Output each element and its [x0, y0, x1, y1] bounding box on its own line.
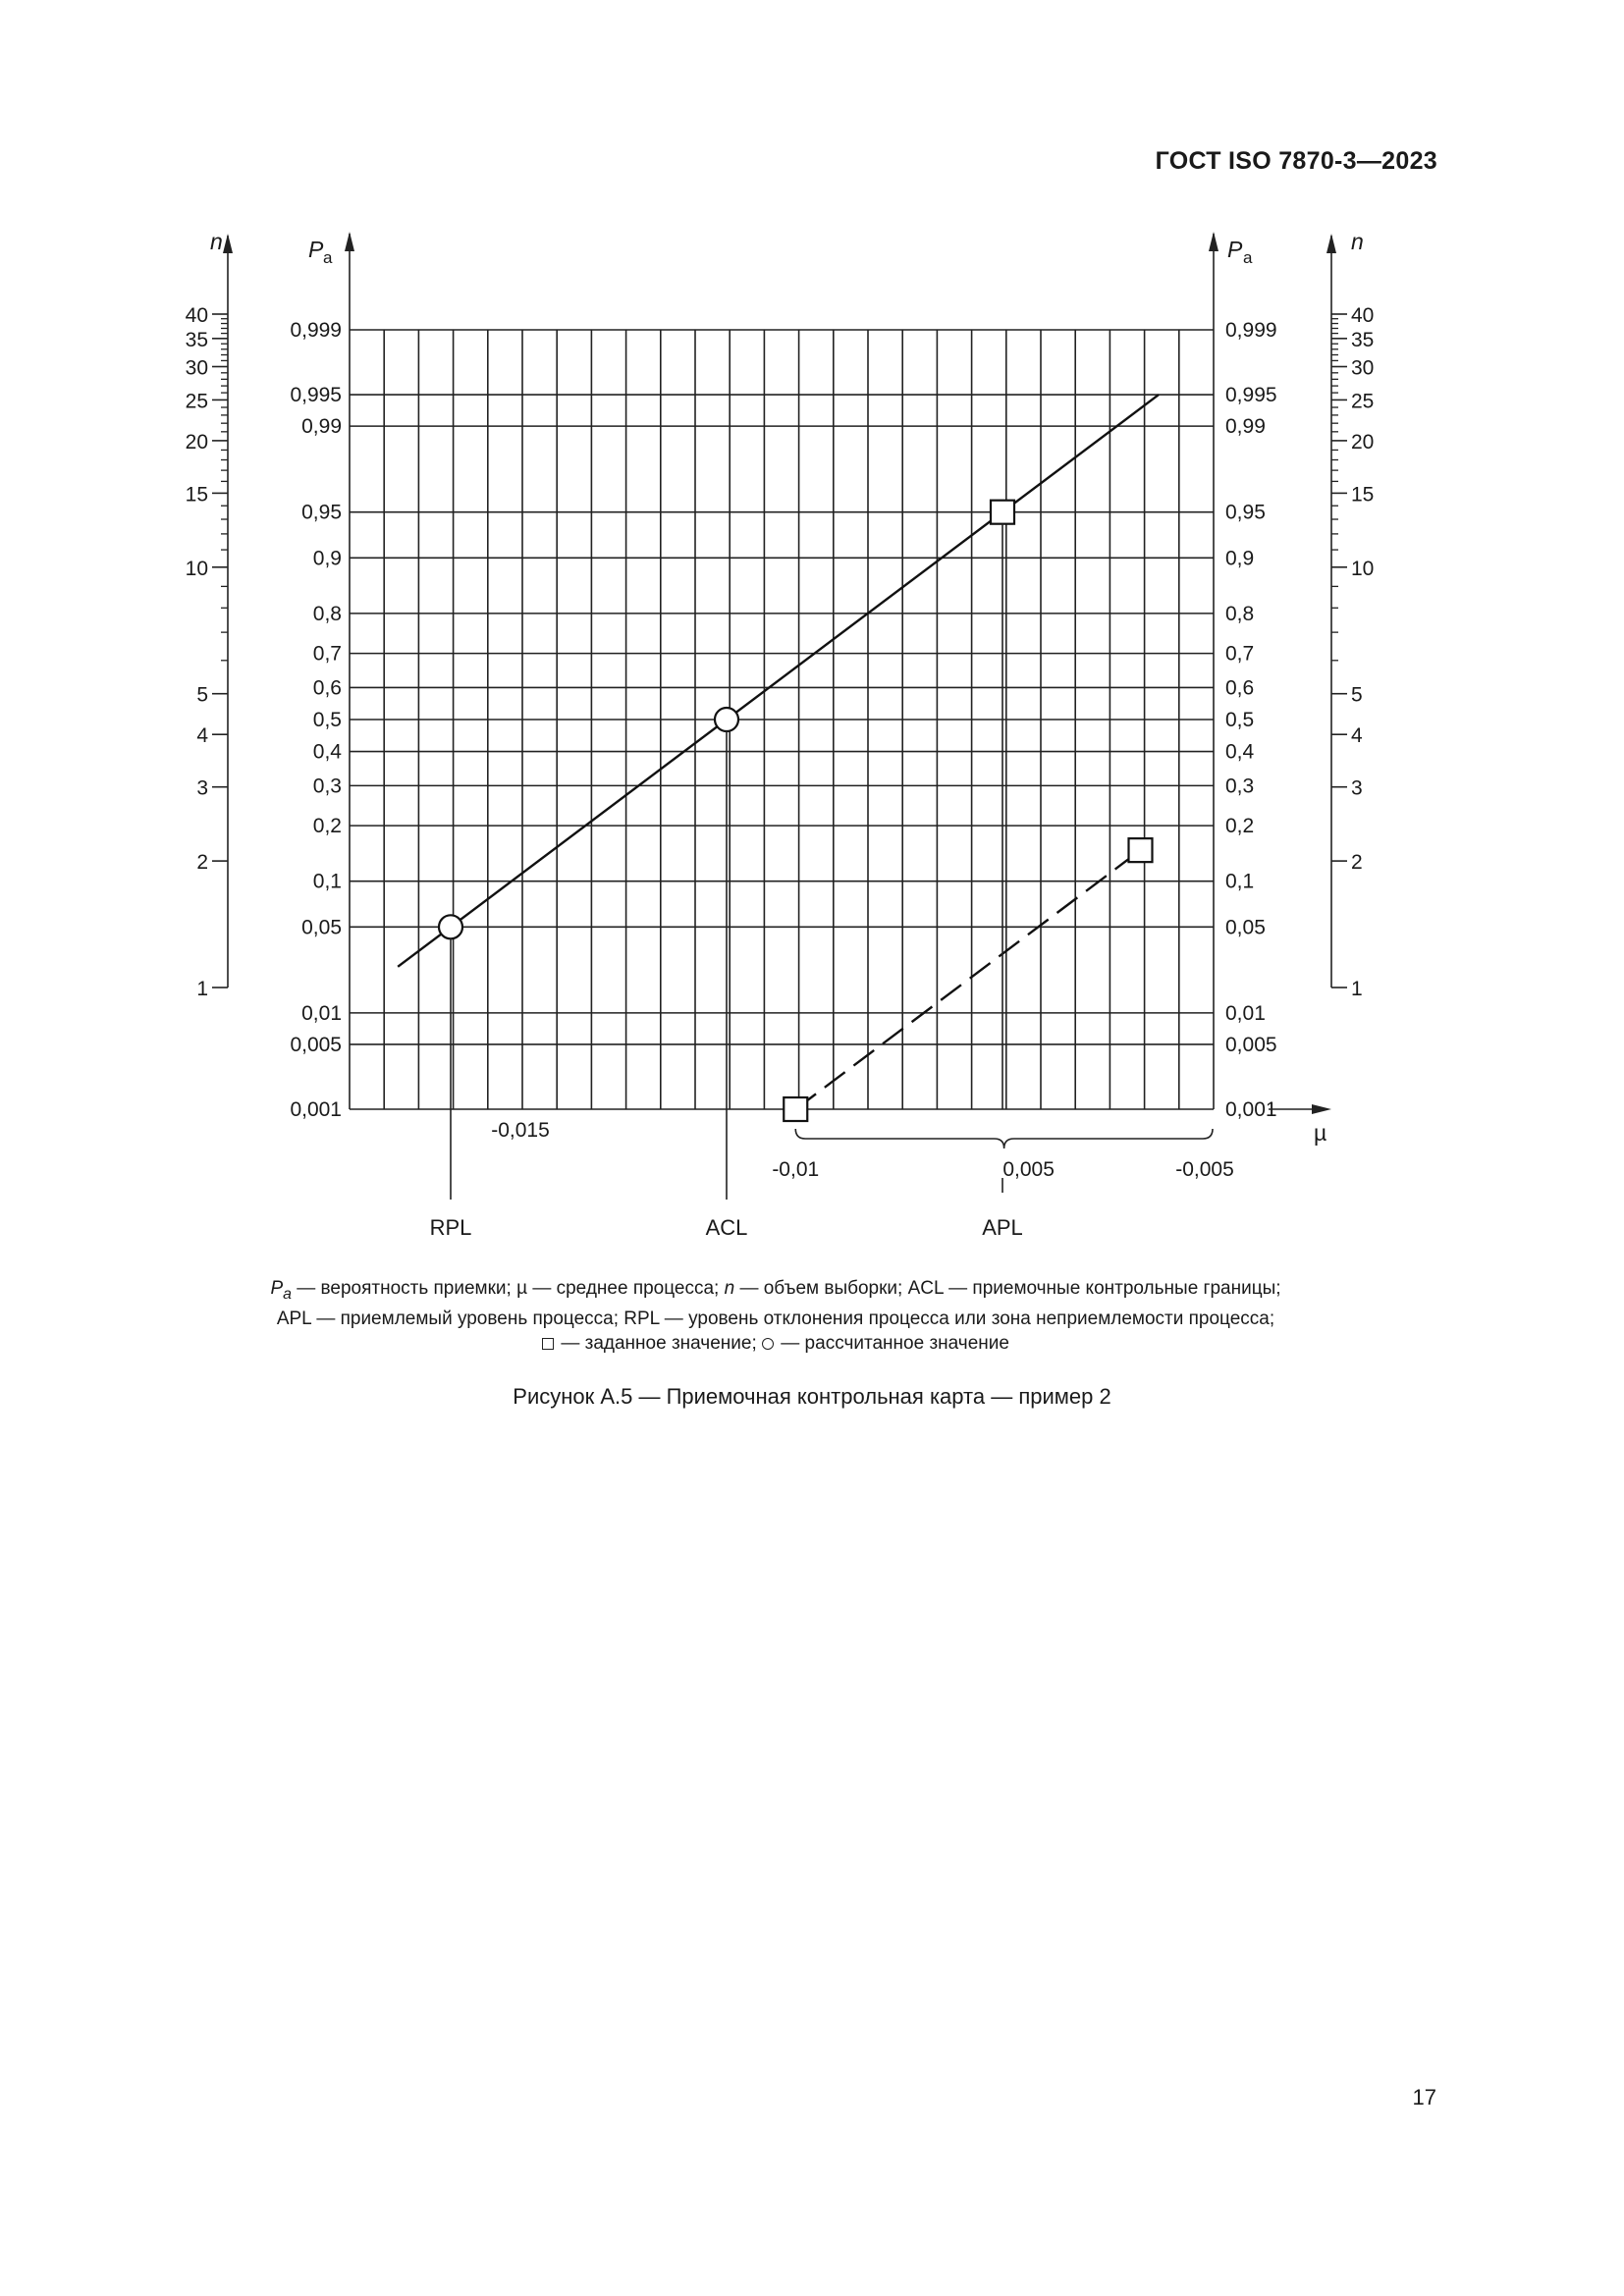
pa-tick-label-right: 0,9 — [1225, 547, 1255, 570]
pa-tick-label-right: 0,005 — [1225, 1033, 1277, 1056]
n-tick-label-right: 10 — [1351, 557, 1375, 580]
pa-tick-label-left: 0,5 — [312, 709, 342, 731]
n-axis-right-arrow — [1326, 234, 1336, 253]
pa-tick-label-right: 0,6 — [1225, 676, 1255, 700]
specified-point-square — [1129, 838, 1153, 862]
pa-tick-label-left: 0,6 — [312, 676, 342, 700]
pa-tick-label-left: 0,05 — [301, 916, 342, 939]
pa-tick-label-right: 0,4 — [1225, 740, 1255, 764]
pa-tick-label-left: 0,4 — [312, 740, 342, 764]
pa-tick-label-left: 0,01 — [301, 1001, 342, 1025]
legend-specified: — заданное значение; — [556, 1332, 762, 1354]
calculated-point-circle — [439, 915, 462, 938]
legend-line-2: APL — приемлемый уровень процесса; RPL — уровень отклонения процесса или зона неприемлемости процесса; — [276, 1308, 1275, 1329]
legend-pa-symbol: P — [270, 1278, 284, 1299]
pa-tick-label-left: 0,995 — [290, 384, 342, 407]
n-tick-label-left: 20 — [185, 430, 208, 454]
legend-line-3 — [147, 1331, 1404, 1356]
pa-tick-label-left: 0,8 — [312, 602, 342, 625]
pa-tick-label-right: 0,7 — [1225, 642, 1255, 666]
oc-line-dashed — [795, 850, 1140, 1109]
specified-point-square — [784, 1097, 807, 1121]
n-tick-label-left: 4 — [196, 724, 208, 748]
n-tick-label-right: 15 — [1351, 483, 1375, 507]
n-tick-label-left: 35 — [185, 328, 208, 351]
marker-label-apl: APL — [982, 1215, 1023, 1240]
n-tick-label-right: 35 — [1351, 328, 1375, 351]
pa-tick-label-right: 0,2 — [1225, 815, 1255, 838]
legend-pa-sub: a — [283, 1285, 292, 1303]
n-tick-label-right: 25 — [1351, 390, 1375, 413]
n-tick-label-left: 2 — [196, 851, 208, 875]
n-tick-label-left: 1 — [196, 978, 208, 1000]
marker-label-rpl: RPL — [429, 1215, 472, 1240]
legend-line-1-text-b: — объем выборки; ACL — приемочные контрольные границы; — [734, 1278, 1281, 1299]
n-tick-label-right: 4 — [1351, 724, 1363, 748]
pa-tick-label-left: 0,999 — [290, 319, 342, 342]
legend-n-symbol: n — [724, 1278, 735, 1299]
page-number: 17 — [1412, 2085, 1436, 2109]
n-axis-label-right: n — [1351, 229, 1364, 254]
n-tick-label-right: 40 — [1351, 304, 1375, 327]
pa-tick-label-left: 0,7 — [312, 642, 342, 666]
pa-tick-label-left: 0,1 — [312, 870, 342, 893]
pa-tick-label-left: 0,001 — [290, 1098, 342, 1121]
pa-axis-left-arrow — [345, 232, 354, 251]
pa-axis-sub-right: a — [1243, 248, 1253, 267]
square-symbol-icon — [542, 1338, 554, 1350]
pa-tick-label-left: 0,2 — [312, 815, 342, 838]
n-tick-label-right: 1 — [1351, 978, 1363, 1000]
calculated-point-circle — [715, 708, 738, 731]
pa-tick-label-right: 0,01 — [1225, 1001, 1266, 1025]
circle-symbol-icon — [762, 1338, 774, 1350]
pa-axis-label-left: P — [308, 237, 324, 262]
pa-tick-label-right: 0,1 — [1225, 870, 1255, 893]
pa-tick-label-right: 0,8 — [1225, 602, 1255, 625]
n-tick-label-left: 40 — [185, 304, 208, 327]
pa-tick-label-right: 0,5 — [1225, 709, 1255, 731]
legend-line-1-text: — вероятность приемки; µ — среднее процесса; — [291, 1278, 725, 1299]
pa-tick-label-right: 0,995 — [1225, 384, 1277, 407]
marker-label-acl: ACL — [705, 1215, 748, 1240]
figure-caption: Рисунок А.5 — Приемочная контрольная карта — пример 2 — [513, 1384, 1111, 1409]
n-tick-label-left: 5 — [196, 683, 208, 707]
mu-axis-label: µ — [1314, 1120, 1327, 1146]
n-tick-label-right: 20 — [1351, 430, 1375, 454]
n-tick-label-left: 3 — [196, 776, 208, 800]
document-id: ГОСТ ISO 7870-3—2023 — [1155, 147, 1437, 175]
n-tick-label-right: 5 — [1351, 683, 1363, 707]
pa-tick-label-right: 0,99 — [1225, 415, 1266, 439]
pa-tick-label-left: 0,005 — [290, 1033, 342, 1056]
mu-axis-arrow — [1312, 1104, 1331, 1114]
mu-tick-label: 0,005 — [1002, 1158, 1055, 1181]
mu-tick-label: -0,015 — [491, 1119, 550, 1142]
pa-tick-label-right: 0,3 — [1225, 774, 1255, 798]
pa-tick-label-left: 0,3 — [312, 774, 342, 798]
pa-tick-label-right: 0,999 — [1225, 319, 1277, 342]
specified-point-square — [991, 501, 1014, 524]
pa-tick-label-right: 0,05 — [1225, 916, 1266, 939]
pa-axis-right-arrow — [1209, 232, 1218, 251]
mu-bracket — [795, 1129, 1213, 1148]
pa-tick-label-right: 0,001 — [1225, 1098, 1277, 1121]
pa-tick-label-right: 0,95 — [1225, 501, 1266, 524]
n-tick-label-right: 2 — [1351, 851, 1363, 875]
n-tick-label-left: 25 — [185, 390, 208, 413]
n-tick-label-left: 30 — [185, 356, 208, 380]
pa-tick-label-left: 0,9 — [312, 547, 342, 570]
n-tick-label-left: 15 — [185, 483, 208, 507]
pa-tick-label-left: 0,95 — [301, 501, 342, 524]
n-axis-label-left: n — [210, 229, 223, 254]
n-tick-label-right: 30 — [1351, 356, 1375, 380]
pa-axis-sub-left: a — [323, 248, 333, 267]
mu-tick-label: -0,005 — [1175, 1158, 1234, 1181]
legend-calculated: — рассчитанное значение — [776, 1332, 1009, 1354]
n-axis-left-arrow — [223, 234, 233, 253]
pa-axis-label-right: P — [1227, 237, 1243, 262]
mu-tick-label: -0,01 — [772, 1158, 820, 1181]
figure-legend — [147, 1276, 1404, 1356]
legend-line-1 — [147, 1276, 1404, 1307]
n-tick-label-right: 3 — [1351, 776, 1363, 800]
pa-tick-label-left: 0,99 — [301, 415, 342, 439]
n-tick-label-left: 10 — [185, 557, 208, 580]
